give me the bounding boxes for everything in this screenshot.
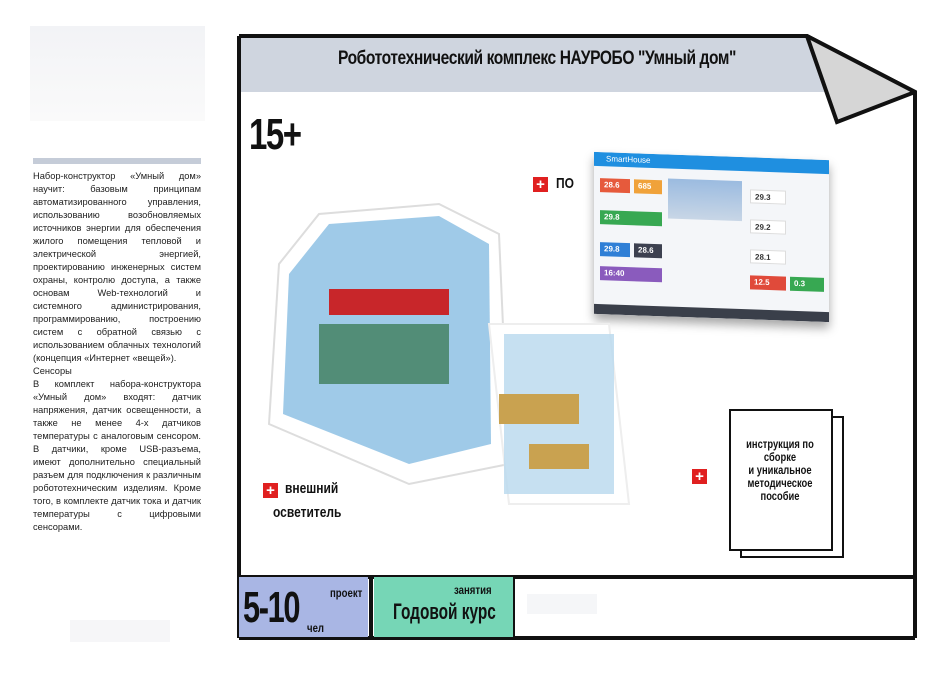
smarthouse-tile: 29.2 — [750, 219, 786, 234]
left-footer-image — [70, 620, 170, 642]
illuminator-label-line1: внешний — [285, 480, 339, 497]
smarthouse-tile: 29.8 — [600, 210, 662, 226]
software-label: ПО — [556, 175, 574, 192]
smarthouse-tile: 28.6 — [600, 178, 630, 193]
group-unit: чел — [307, 621, 325, 635]
plus-icon: + — [263, 483, 278, 498]
smarthouse-tile: 28.1 — [750, 249, 786, 264]
description-text: Набор-конструктор «Умный дом» научит: базовым принципам автоматизированного управления, использованию возобновляемых источников энергии для обеспечения жилого помещения тепловой и электрической энергией, проектированию инженерных систем охраны, контролю доступа, а также основам Web-технологий и системного администрирования, программированию, построению систем с обратной связью с использованием облачных технологий (концепция «Интернет «вещей»). Сенсоры В комплект набора-конструктора «Умный дом» входят: датчик напряжения, датчик освещенности, а также не менее 4-х датчиков температуры с аналоговым сенсором. В датчики, кроме USB-разъема, имеют дополнительно специальный разъем для подключения к различным робототехническим изделиям. Кроме того, в комплекте датчик тока и датчик температуры с цифровыми сенсорами. — [33, 171, 201, 532]
smarthouse-header: SmartHouse — [594, 152, 829, 174]
course-name: Годовой курс — [393, 599, 496, 624]
left-header-image — [30, 26, 205, 121]
smarthouse-tile: 0.3 — [790, 277, 824, 292]
smarthouse-tile: 28.6 — [634, 243, 662, 258]
age-rating: 15+ — [249, 110, 301, 159]
manual-text: инструкция по сборке и уникальное методическое пособие — [746, 437, 814, 503]
smarthouse-tile: 29.8 — [600, 242, 630, 257]
illuminator-label-line2: осветитель — [273, 504, 342, 521]
sessions-label: занятия — [454, 583, 492, 597]
smarthouse-tile: 685 — [634, 179, 662, 194]
smarthouse-tile: 29.3 — [750, 189, 786, 204]
product-image — [259, 194, 641, 514]
plus-icon: + — [533, 177, 548, 192]
product-card — [237, 34, 917, 640]
group-size: 5-10 — [243, 583, 300, 632]
project-label: проект — [330, 586, 363, 600]
house-image — [668, 178, 742, 221]
plus-icon: + — [692, 469, 707, 484]
left-divider — [33, 158, 201, 164]
smarthouse-tile: 12.5 — [750, 275, 786, 290]
extra-info-area — [527, 594, 597, 614]
card-title: Робототехнический комплекс НАУРОБО "Умный дом" — [337, 48, 737, 69]
smarthouse-tile: 16:40 — [600, 266, 662, 282]
